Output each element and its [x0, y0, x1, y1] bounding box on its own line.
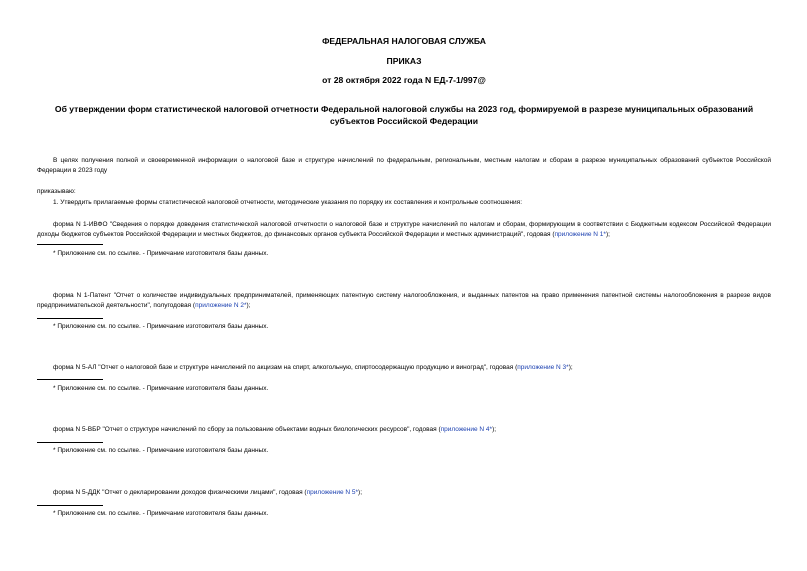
item-1-paragraph: 1. Утвердить прилагаемые формы статистической налоговой отчетности, методические указания по порядку их составления и контрольные соотношения:: [53, 199, 523, 206]
form-item: [37, 220, 771, 240]
document-page: [37, 0, 771, 571]
document-date-number: от 28 октября 2022 года N ЕД-7-1/997@: [322, 75, 486, 85]
form-text: форма N 1-ИВФО "Сведения о порядке доведения статистической налоговой отчетности о налоговой базе и структуре начислений по налогам и сборам, формирующим в соответствии с Бюджетным кодексом Российской Федерации доходы бюджетов субъектов Российской Федерации и местных бюджетов, до финансовых органов субъекта Российской Федерации и местных администраций", годовая (: [37, 221, 771, 238]
agency-name: ФЕДЕРАЛЬНАЯ НАЛОГОВАЯ СЛУЖБА: [322, 36, 486, 46]
intro-paragraph: В целях получения полной и своевременной информации о налоговой базе и структуре начислений по федеральным, региональным, местным налогам и сборам в разрезе муниципальных образований субъектов Российской Федерации в 2023 году: [37, 157, 771, 174]
form-text: форма N 1-Патент "Отчет о количестве индивидуальных предпринимателей, применяющих патентную систему налогообложения, и выданных патентов на право применения патентной системы налогообложения в разрезе видов предпринимательской деятельности", полугодовая (: [37, 292, 771, 309]
footnote-text: * Приложение см. по ссылке. - Примечание изготовителя базы данных.: [53, 250, 269, 257]
appendix-link[interactable]: приложение N 5*: [306, 489, 359, 496]
form-text: форма N 5-АЛ "Отчет о налоговой базе и структуре начислений по акцизам на спирт, алкогольную, спиртосодержащую продукцию и виноград", годовая (: [53, 364, 518, 371]
form-text: форма N 5-ВБР "Отчет о структуре начислений по сбору за пользование объектами водных биологических ресурсов", годовая (: [53, 426, 441, 433]
form-tail: );: [605, 231, 610, 238]
footnote-divider: [37, 318, 103, 319]
form-text: форма N 5-ДДК "Отчет о декларировании доходов физическими лицами", годовая (: [53, 489, 307, 496]
document-title-line-1: Об утверждении форм статистической налоговой отчетности Федеральной налоговой службы на 2023 год, формируемой в разрезе муниципальных образований: [54, 104, 754, 114]
form-tail: );: [492, 426, 497, 433]
form-item: [37, 488, 771, 498]
footnote-text: * Приложение см. по ссылке. - Примечание изготовителя базы данных.: [53, 447, 269, 454]
footnote-text: * Приложение см. по ссылке. - Примечание изготовителя базы данных.: [53, 323, 269, 330]
footnote-text: * Приложение см. по ссылке. - Примечание изготовителя базы данных.: [53, 510, 269, 517]
footnote-divider: [37, 244, 103, 245]
form-item: [37, 363, 771, 373]
appendix-link[interactable]: приложение N 2*: [195, 302, 247, 309]
appendix-link[interactable]: приложение N 3*: [517, 364, 569, 371]
order-word: приказываю:: [37, 188, 76, 195]
document-title-line-2: субъектов Российской Федерации: [329, 116, 478, 126]
form-tail: );: [358, 489, 363, 496]
form-item: [37, 291, 771, 311]
document-type: ПРИКАЗ: [386, 56, 422, 66]
appendix-link[interactable]: приложение N 1*: [554, 231, 606, 238]
form-tail: );: [246, 302, 251, 309]
form-tail: );: [568, 364, 573, 371]
form-item: [37, 425, 771, 435]
footnote-text: * Приложение см. по ссылке. - Примечание изготовителя базы данных.: [53, 385, 269, 392]
footnote-divider: [37, 505, 103, 506]
footnote-divider: [37, 442, 103, 443]
appendix-link[interactable]: приложение N 4*: [440, 426, 493, 433]
footnote-divider: [37, 379, 103, 380]
